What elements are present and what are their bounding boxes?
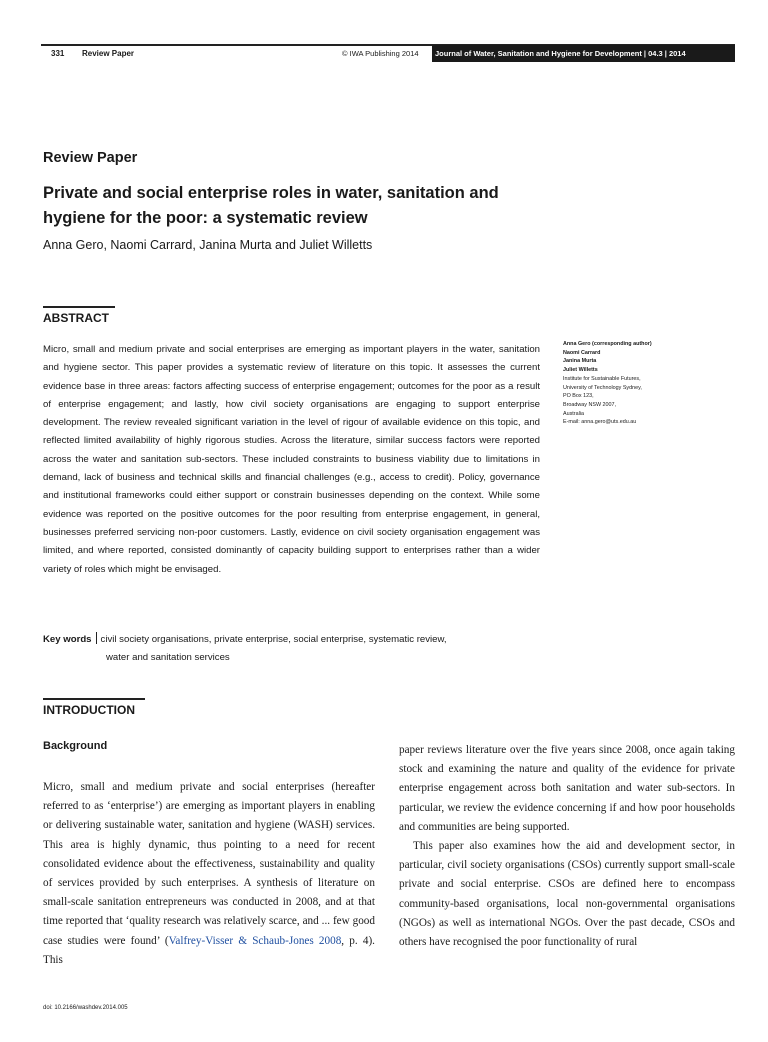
abstract-rule: [43, 306, 115, 308]
affil-institute: Institute for Sustainable Futures,: [563, 375, 641, 382]
article-type: Review Paper: [43, 150, 138, 166]
introduction-rule: [43, 698, 145, 700]
affil-university: University of Technology Sydney,: [563, 384, 642, 391]
keywords: [43, 631, 540, 667]
header-paper-type: Review Paper: [82, 49, 135, 58]
intro-text-a: Micro, small and medium private and social enterprises (hereafter referred to as ‘enterprise’) are emerging as important players in enabling or delivering sustainable water, sanitation and hygiene (WASH) services. This area is highly dynamic, thus pointing to a need for recent consolidated evidence about the effectiveness, sustainability and quality of services provided by such enterprises. A synthesis of literature on small-scale sanitation entrepreneurs was conducted in 2008, and at that time reported that ‘quality research was relatively scarce, and ... few good case studies were found’ (: [43, 781, 375, 947]
keywords-label: Key words: [43, 634, 92, 645]
background-subheading: Background: [43, 740, 108, 752]
intro-right-column: [399, 741, 735, 952]
affil-author4: Juliet Willetts: [563, 367, 598, 374]
abstract-heading: ABSTRACT: [43, 311, 109, 325]
citation-link[interactable]: Valfrey-Visser & Schaub-Jones 2008: [168, 934, 342, 947]
intro-text-b: , p. 4). This: [43, 934, 375, 966]
keywords-line2: water and sanitation services: [106, 652, 230, 663]
article-authors: Anna Gero, Naomi Carrard, Janina Murta and Juliet Willetts: [43, 238, 373, 252]
affil-email[interactable]: E-mail: anna.gero@uts.edu.au: [563, 419, 637, 426]
header-publisher: © IWA Publishing 2014: [342, 49, 419, 58]
affil-po-box: PO Box 123,: [563, 393, 594, 400]
affil-city: Broadway NSW 2007,: [563, 401, 617, 408]
introduction-heading: INTRODUCTION: [43, 703, 135, 717]
keywords-line1: civil society organisations, private enterprise, social enterprise, systematic review,: [100, 634, 447, 645]
intro-paragraph-1: [43, 778, 375, 970]
intro-left-column: [43, 778, 375, 970]
abstract-text: Micro, small and medium private and social enterprises are emerging as important players in the water, sanitation and hygiene sector. This paper provides a systematic review of literature on this topic. It assesses the current evidence base in three areas: factors affecting success of enterprise engagement; outcomes for the poor as a result of enterprise engagement; and lastly, how civil society organisations are engaging to support enterprise development. The review revealed significant variation in the level of rigour of available evidence on this topic, and reflected limited availability of highly rigorous studies. Across the literature, similar success factors were reported across the water and sanitation sub-sectors. These included constraints to business viability due to limitations in demand, lack of business and technical skills and financial challenges (e.g., access to credit). Policy, governance and institutional frameworks could either support or constrain businesses depending on the context. While some evidence was reported on the positive outcomes for the poor resulting from enterprise engagement, in general, businesses preferred servicing non-poor customers. Lastly, evidence on civil society organisation engagement was limited, and where reported, consisted dominantly of capacity building support to enterprises rather than a wider variety of roles which might be envisaged.: [43, 344, 540, 575]
article-title: Private and social enterprise roles in water, sanitation and hygiene for the poor: a systematic review: [43, 184, 499, 227]
intro-paragraph-3: This paper also examines how the aid and development sector, in particular, civil society organisations (CSOs) currently support small-scale private and social enterprise. CSOs are defined here to encompass community-based organisations, local non-governmental organisations (NGOs) as well as international NGOs. Over the past decade, CSOs and others have recognised the poor functionality of rural: [399, 840, 735, 949]
keywords-separator: [96, 632, 97, 644]
affil-corresponding: Anna Gero (corresponding author): [563, 341, 652, 347]
affil-country: Australia: [563, 410, 584, 417]
doi[interactable]: doi: 10.2166/washdev.2014.005: [43, 1005, 128, 1011]
intro-paragraph-2: paper reviews literature over the five years since 2008, once again taking stock and examining the nature and quality of the evidence for private enterprise engagement across both sanitation and water sub-sectors. In particular, we review the evidence concerning if and how poor households and communities are being supported.: [399, 744, 735, 833]
header-journal: Journal of Water, Sanitation and Hygiene for Development | 04.3 | 2014: [432, 45, 735, 62]
affil-author3: Janina Murta: [563, 358, 597, 365]
author-affiliation: [563, 340, 743, 427]
affil-author2: Naomi Carrard: [563, 349, 601, 356]
page-number: 331: [51, 49, 65, 58]
